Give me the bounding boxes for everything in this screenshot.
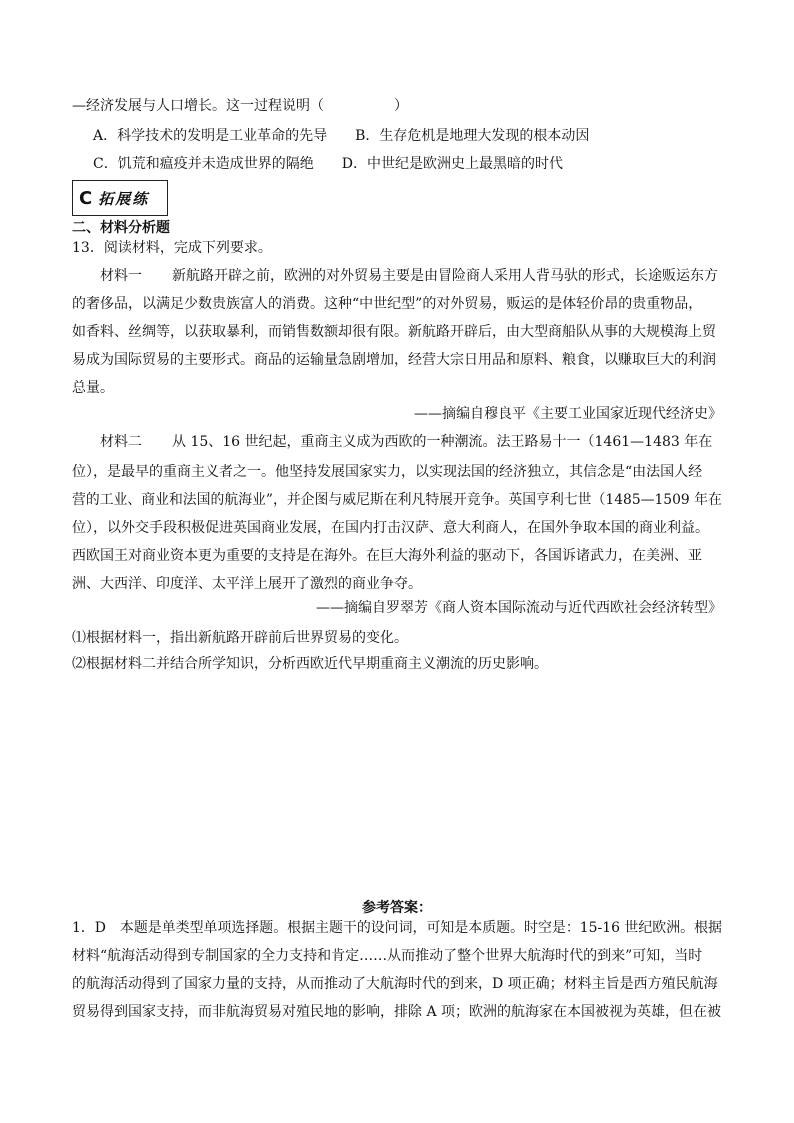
material1-line-3: 如香料、丝绸等，以获取暴利，而销售数额却很有限。新航路开辟后，由大型商船队从事的大规模海上贸	[72, 324, 716, 340]
q12-option-a: A．科学技术的发明是工业革命的先导	[93, 128, 328, 144]
q13-requirement-1: ⑴根据材料一，指出新航路开辟前后世界贸易的变化。	[72, 630, 408, 646]
material2-line-6: 洲、大西洋、印度洋、太平洋上展开了激烈的商业争夺。	[72, 576, 422, 592]
material2-source: ——摘编自罗翠芳《商人资本国际流动与近代西欧社会经济转型》	[316, 600, 722, 616]
q12-option-b: B．生存危机是地理大发现的根本动因	[355, 128, 590, 144]
q12-options-row-2	[93, 154, 563, 174]
material1-line-4: 易成为国际贸易的主要形式。商品的运输量急剧增加，经营大宗日用品和原料、粮食，以赚取巨大的利润	[72, 352, 716, 368]
material1-source: ——摘编自穆良平《主要工业国家近现代经济史》	[414, 406, 722, 422]
extension-practice-label	[72, 180, 168, 216]
section-title: 二、材料分析题	[72, 220, 170, 236]
q12-option-c: C．饥荒和瘟疫并未造成世界的隔绝	[93, 156, 314, 172]
q12-stem-tail: —经济发展与人口增长。这一过程说明（ ）	[72, 98, 408, 114]
q13-stem: 13．阅读材料，完成下列要求。	[72, 240, 272, 256]
q12-option-d: D．中世纪是欧洲史上最黑暗的时代	[341, 156, 563, 172]
answer-line-4: 贸易得到国家支持，而非航海贸易对殖民地的影响，排除 A 项；欧洲的航海家在本国被视为英雄，但在被	[72, 1004, 722, 1020]
section-label-text: 拓展练	[98, 189, 150, 208]
material2-line-5: 西欧国王对商业资本更为重要的支持是在海外。在巨大海外利益的驱动下，各国诉诸武力，在美洲、亚	[72, 548, 702, 564]
material2-line-3: 营的工业、商业和法国的航海业”，并企图与威尼斯在利凡特展开竞争。英国亨利七世（1485—1509 年在	[72, 492, 722, 508]
material1-line-2: 的奢侈品，以满足少数贵族富人的消费。这种“中世纪型”的对外贸易，贩运的是体轻价昂的贵重物品，	[72, 296, 703, 312]
answers-title: 参考答案：	[362, 900, 432, 916]
material1-label: 材料一	[100, 268, 142, 284]
answer-line-3: 的航海活动得到了国家力量的支持，从而推动了大航海时代的到来，D 项正确；材料主旨是西方殖民航海	[72, 976, 718, 992]
material2-text-1: 从 15、16 世纪起，重商主义成为西欧的一种潮流。法王路易十一（1461—1483 年在	[172, 434, 713, 450]
material1-text-1: 新航路开辟之前，欧洲的对外贸易主要是由冒险商人采用人背马驮的形式，长途贩运东方	[172, 268, 718, 284]
material2-line-4: 位），以外交手段积极促进英国商业发展，在国内打击汉萨、意大利商人，在国外争取本国的商业利益。	[72, 520, 709, 536]
material1-line-5: 总量。	[72, 380, 114, 396]
material2-line-2: 位），是最早的重商主义者之一。他坚持发展国家实力，以实现法国的经济独立，其信念是“由法国人经	[72, 464, 703, 480]
material1-line-1	[100, 266, 718, 286]
answer-line-2: 材料“航海活动得到专制国家的全力支持和肯定……从而推动了整个世界大航海时代的到来”可知，当时	[72, 948, 703, 964]
material2-label: 材料二	[100, 434, 142, 450]
answer-line-1: 1．D 本题是单类型单项选择题。根据主题干的设问词，可知是本质题。时空是：15-16 世纪欧洲。根据	[72, 920, 722, 936]
q12-options-row-1	[93, 126, 589, 146]
q13-requirement-2: ⑵根据材料二并结合所学知识，分析西欧近代早期重商主义潮流的历史影响。	[72, 656, 548, 672]
section-mark: C	[79, 187, 93, 209]
material2-line-1	[100, 432, 712, 452]
